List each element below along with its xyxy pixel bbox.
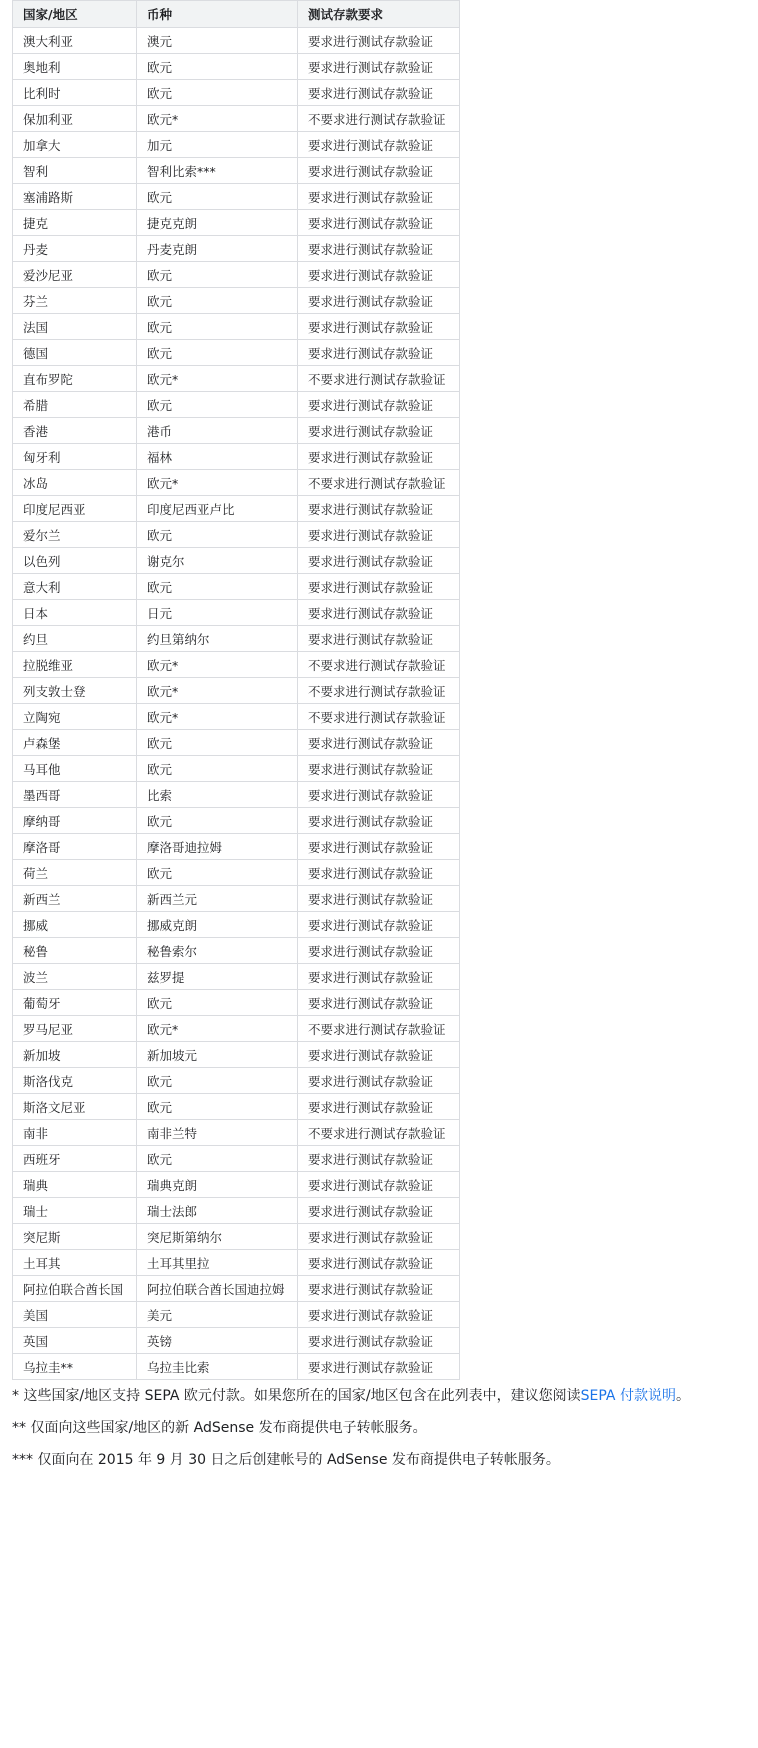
table-row	[13, 106, 460, 132]
cell-test-deposit: 不要求进行测试存款验证	[298, 470, 460, 496]
cell-country: 德国	[13, 340, 137, 366]
cell-country: 波兰	[13, 964, 137, 990]
table-row	[13, 444, 460, 470]
cell-currency: 欧元	[137, 730, 298, 756]
cell-country: 英国	[13, 1328, 137, 1354]
cell-country: 新西兰	[13, 886, 137, 912]
sepa-note-text: * 这些国家/地区支持 SEPA 欧元付款。如果您所在的国家/地区包含在此列表中，建议您阅读	[12, 1388, 581, 1404]
cell-currency: 欧元	[137, 262, 298, 288]
cell-currency: 智利比索***	[137, 158, 298, 184]
table-row	[13, 938, 460, 964]
cell-currency: 欧元	[137, 808, 298, 834]
cell-country: 立陶宛	[13, 704, 137, 730]
table-row	[13, 470, 460, 496]
table-row	[13, 28, 460, 54]
cell-country: 罗马尼亚	[13, 1016, 137, 1042]
cell-country: 斯洛文尼亚	[13, 1094, 137, 1120]
cell-country: 香港	[13, 418, 137, 444]
cell-test-deposit: 要求进行测试存款验证	[298, 782, 460, 808]
cell-country: 芬兰	[13, 288, 137, 314]
cell-test-deposit: 要求进行测试存款验证	[298, 730, 460, 756]
cell-test-deposit: 要求进行测试存款验证	[298, 80, 460, 106]
table-row	[13, 1042, 460, 1068]
cell-country: 意大利	[13, 574, 137, 600]
cell-test-deposit: 不要求进行测试存款验证	[298, 678, 460, 704]
cell-country: 比利时	[13, 80, 137, 106]
cell-test-deposit: 要求进行测试存款验证	[298, 626, 460, 652]
table-row	[13, 678, 460, 704]
cell-country: 摩纳哥	[13, 808, 137, 834]
cell-currency: 新西兰元	[137, 886, 298, 912]
cell-currency: 兹罗提	[137, 964, 298, 990]
cell-test-deposit: 要求进行测试存款验证	[298, 392, 460, 418]
cell-test-deposit: 要求进行测试存款验证	[298, 158, 460, 184]
table-row	[13, 1302, 460, 1328]
cell-test-deposit: 要求进行测试存款验证	[298, 314, 460, 340]
table-row	[13, 288, 460, 314]
cell-test-deposit: 不要求进行测试存款验证	[298, 1120, 460, 1146]
cell-test-deposit: 要求进行测试存款验证	[298, 288, 460, 314]
table-row	[13, 1328, 460, 1354]
table-row	[13, 756, 460, 782]
cell-test-deposit: 要求进行测试存款验证	[298, 886, 460, 912]
table-row	[13, 1250, 460, 1276]
cell-currency: 欧元	[137, 860, 298, 886]
cell-test-deposit: 要求进行测试存款验证	[298, 756, 460, 782]
table-row	[13, 964, 460, 990]
cell-currency: 约旦第纳尔	[137, 626, 298, 652]
cell-currency: 瑞士法郎	[137, 1198, 298, 1224]
table-body	[13, 28, 460, 1380]
cell-currency: 欧元*	[137, 106, 298, 132]
table-header-row	[13, 1, 460, 28]
table-row	[13, 1198, 460, 1224]
cell-country: 摩洛哥	[13, 834, 137, 860]
cell-country: 土耳其	[13, 1250, 137, 1276]
cell-country: 卢森堡	[13, 730, 137, 756]
table-row	[13, 392, 460, 418]
table-row	[13, 1120, 460, 1146]
table-row	[13, 834, 460, 860]
cell-test-deposit: 要求进行测试存款验证	[298, 1042, 460, 1068]
cell-test-deposit: 要求进行测试存款验证	[298, 28, 460, 54]
cell-country: 爱尔兰	[13, 522, 137, 548]
cell-country: 智利	[13, 158, 137, 184]
cell-country: 印度尼西亚	[13, 496, 137, 522]
cell-country: 西班牙	[13, 1146, 137, 1172]
cell-currency: 欧元	[137, 574, 298, 600]
cell-country: 瑞典	[13, 1172, 137, 1198]
table-row	[13, 1172, 460, 1198]
cell-currency: 欧元*	[137, 704, 298, 730]
cell-country: 阿拉伯联合酋长国	[13, 1276, 137, 1302]
table-row	[13, 158, 460, 184]
cell-test-deposit: 要求进行测试存款验证	[298, 860, 460, 886]
table-row	[13, 600, 460, 626]
table-row	[13, 366, 460, 392]
cell-test-deposit: 要求进行测试存款验证	[298, 1172, 460, 1198]
cell-country: 希腊	[13, 392, 137, 418]
cell-currency: 突尼斯第纳尔	[137, 1224, 298, 1250]
cell-currency: 欧元	[137, 340, 298, 366]
table-row	[13, 808, 460, 834]
cell-test-deposit: 要求进行测试存款验证	[298, 574, 460, 600]
cell-currency: 南非兰特	[137, 1120, 298, 1146]
cell-country: 乌拉圭**	[13, 1354, 137, 1380]
table-row	[13, 626, 460, 652]
header-test-deposit: 测试存款要求	[298, 1, 460, 28]
table-row	[13, 80, 460, 106]
cell-currency: 欧元	[137, 314, 298, 340]
cell-test-deposit: 要求进行测试存款验证	[298, 496, 460, 522]
table-row	[13, 1354, 460, 1380]
document	[12, 0, 752, 1471]
table-row	[13, 132, 460, 158]
cell-currency: 乌拉圭比索	[137, 1354, 298, 1380]
cell-country: 直布罗陀	[13, 366, 137, 392]
cell-currency: 日元	[137, 600, 298, 626]
sepa-payment-link[interactable]: SEPA 付款说明	[580, 1388, 676, 1404]
cell-currency: 捷克克朗	[137, 210, 298, 236]
cell-test-deposit: 要求进行测试存款验证	[298, 834, 460, 860]
cell-country: 保加利亚	[13, 106, 137, 132]
table-row	[13, 548, 460, 574]
table-row	[13, 184, 460, 210]
cell-test-deposit: 要求进行测试存款验证	[298, 1068, 460, 1094]
cell-country: 丹麦	[13, 236, 137, 262]
table-row	[13, 652, 460, 678]
cell-currency: 加元	[137, 132, 298, 158]
cell-currency: 丹麦克朗	[137, 236, 298, 262]
cell-country: 葡萄牙	[13, 990, 137, 1016]
cell-test-deposit: 不要求进行测试存款验证	[298, 652, 460, 678]
cell-test-deposit: 要求进行测试存款验证	[298, 340, 460, 366]
cell-country: 突尼斯	[13, 1224, 137, 1250]
cell-country: 马耳他	[13, 756, 137, 782]
cell-test-deposit: 要求进行测试存款验证	[298, 184, 460, 210]
cell-currency: 欧元	[137, 184, 298, 210]
cell-currency: 欧元	[137, 392, 298, 418]
cell-currency: 欧元	[137, 522, 298, 548]
cell-test-deposit: 要求进行测试存款验证	[298, 990, 460, 1016]
cell-test-deposit: 要求进行测试存款验证	[298, 808, 460, 834]
cell-currency: 瑞典克朗	[137, 1172, 298, 1198]
cell-test-deposit: 不要求进行测试存款验证	[298, 106, 460, 132]
cell-test-deposit: 要求进行测试存款验证	[298, 1094, 460, 1120]
cell-country: 加拿大	[13, 132, 137, 158]
header-currency: 币种	[137, 1, 298, 28]
sepa-note	[12, 1385, 752, 1407]
cell-currency: 欧元*	[137, 652, 298, 678]
cell-country: 秘鲁	[13, 938, 137, 964]
cell-country: 南非	[13, 1120, 137, 1146]
cell-currency: 欧元*	[137, 678, 298, 704]
cell-currency: 谢克尔	[137, 548, 298, 574]
cell-currency: 欧元	[137, 756, 298, 782]
cell-currency: 新加坡元	[137, 1042, 298, 1068]
cell-currency: 欧元*	[137, 470, 298, 496]
cell-currency: 阿拉伯联合酋长国迪拉姆	[137, 1276, 298, 1302]
cell-country: 奥地利	[13, 54, 137, 80]
cell-country: 墨西哥	[13, 782, 137, 808]
cell-currency: 福林	[137, 444, 298, 470]
table-row	[13, 704, 460, 730]
table-row	[13, 54, 460, 80]
eft-date-note: *** 仅面向在 2015 年 9 月 30 日之后创建帐号的 AdSense 发布商提供电子转帐服务。	[12, 1452, 560, 1468]
table-row	[13, 782, 460, 808]
cell-test-deposit: 要求进行测试存款验证	[298, 912, 460, 938]
cell-test-deposit: 要求进行测试存款验证	[298, 418, 460, 444]
cell-test-deposit: 要求进行测试存款验证	[298, 1250, 460, 1276]
cell-country: 美国	[13, 1302, 137, 1328]
cell-country: 塞浦路斯	[13, 184, 137, 210]
cell-currency: 欧元	[137, 990, 298, 1016]
table-row	[13, 860, 460, 886]
table-row	[13, 730, 460, 756]
cell-country: 新加坡	[13, 1042, 137, 1068]
cell-country: 以色列	[13, 548, 137, 574]
cell-currency: 欧元*	[137, 1016, 298, 1042]
cell-currency: 美元	[137, 1302, 298, 1328]
table-row	[13, 574, 460, 600]
cell-test-deposit: 要求进行测试存款验证	[298, 938, 460, 964]
cell-test-deposit: 要求进行测试存款验证	[298, 54, 460, 80]
cell-currency: 欧元	[137, 288, 298, 314]
cell-test-deposit: 要求进行测试存款验证	[298, 1354, 460, 1380]
cell-test-deposit: 要求进行测试存款验证	[298, 210, 460, 236]
sepa-note-suffix: 。	[675, 1388, 690, 1404]
cell-test-deposit: 不要求进行测试存款验证	[298, 366, 460, 392]
table-row	[13, 340, 460, 366]
cell-currency: 欧元	[137, 54, 298, 80]
table-row	[13, 1224, 460, 1250]
cell-test-deposit: 要求进行测试存款验证	[298, 1224, 460, 1250]
cell-currency: 比索	[137, 782, 298, 808]
cell-currency: 欧元	[137, 1146, 298, 1172]
cell-test-deposit: 要求进行测试存款验证	[298, 1198, 460, 1224]
cell-currency: 英镑	[137, 1328, 298, 1354]
cell-currency: 欧元*	[137, 366, 298, 392]
cell-test-deposit: 要求进行测试存款验证	[298, 1302, 460, 1328]
cell-currency: 港币	[137, 418, 298, 444]
cell-test-deposit: 要求进行测试存款验证	[298, 236, 460, 262]
table-row	[13, 262, 460, 288]
cell-currency: 摩洛哥迪拉姆	[137, 834, 298, 860]
cell-test-deposit: 不要求进行测试存款验证	[298, 704, 460, 730]
eft-new-publishers-note: ** 仅面向这些国家/地区的新 AdSense 发布商提供电子转帐服务。	[12, 1420, 427, 1436]
table-row	[13, 496, 460, 522]
cell-currency: 挪威克朗	[137, 912, 298, 938]
table-row	[13, 236, 460, 262]
table-row	[13, 886, 460, 912]
cell-test-deposit: 要求进行测试存款验证	[298, 548, 460, 574]
cell-test-deposit: 要求进行测试存款验证	[298, 964, 460, 990]
cell-country: 爱沙尼亚	[13, 262, 137, 288]
cell-test-deposit: 要求进行测试存款验证	[298, 1328, 460, 1354]
table-row	[13, 1016, 460, 1042]
cell-test-deposit: 要求进行测试存款验证	[298, 1276, 460, 1302]
table-row	[13, 1068, 460, 1094]
cell-country: 澳大利亚	[13, 28, 137, 54]
cell-test-deposit: 要求进行测试存款验证	[298, 1146, 460, 1172]
cell-test-deposit: 要求进行测试存款验证	[298, 444, 460, 470]
cell-test-deposit: 不要求进行测试存款验证	[298, 1016, 460, 1042]
cell-country: 约旦	[13, 626, 137, 652]
table-row	[13, 418, 460, 444]
cell-country: 冰岛	[13, 470, 137, 496]
cell-currency: 澳元	[137, 28, 298, 54]
table-row	[13, 210, 460, 236]
cell-currency: 欧元	[137, 1094, 298, 1120]
table-row	[13, 314, 460, 340]
cell-currency: 秘鲁索尔	[137, 938, 298, 964]
header-country: 国家/地区	[13, 1, 137, 28]
cell-test-deposit: 要求进行测试存款验证	[298, 600, 460, 626]
cell-test-deposit: 要求进行测试存款验证	[298, 262, 460, 288]
cell-currency: 土耳其里拉	[137, 1250, 298, 1276]
cell-country: 法国	[13, 314, 137, 340]
cell-country: 捷克	[13, 210, 137, 236]
cell-currency: 欧元	[137, 80, 298, 106]
cell-test-deposit: 要求进行测试存款验证	[298, 132, 460, 158]
cell-currency: 欧元	[137, 1068, 298, 1094]
table-row	[13, 1146, 460, 1172]
cell-country: 日本	[13, 600, 137, 626]
table-row	[13, 1276, 460, 1302]
cell-country: 瑞士	[13, 1198, 137, 1224]
deposit-requirements-table	[12, 0, 460, 1380]
cell-country: 列支敦士登	[13, 678, 137, 704]
cell-country: 斯洛伐克	[13, 1068, 137, 1094]
cell-country: 拉脱维亚	[13, 652, 137, 678]
cell-country: 挪威	[13, 912, 137, 938]
cell-test-deposit: 要求进行测试存款验证	[298, 522, 460, 548]
cell-country: 匈牙利	[13, 444, 137, 470]
table-row	[13, 522, 460, 548]
footnotes	[12, 1385, 752, 1471]
cell-country: 荷兰	[13, 860, 137, 886]
table-row	[13, 990, 460, 1016]
table-row	[13, 1094, 460, 1120]
cell-currency: 印度尼西亚卢比	[137, 496, 298, 522]
table-row	[13, 912, 460, 938]
